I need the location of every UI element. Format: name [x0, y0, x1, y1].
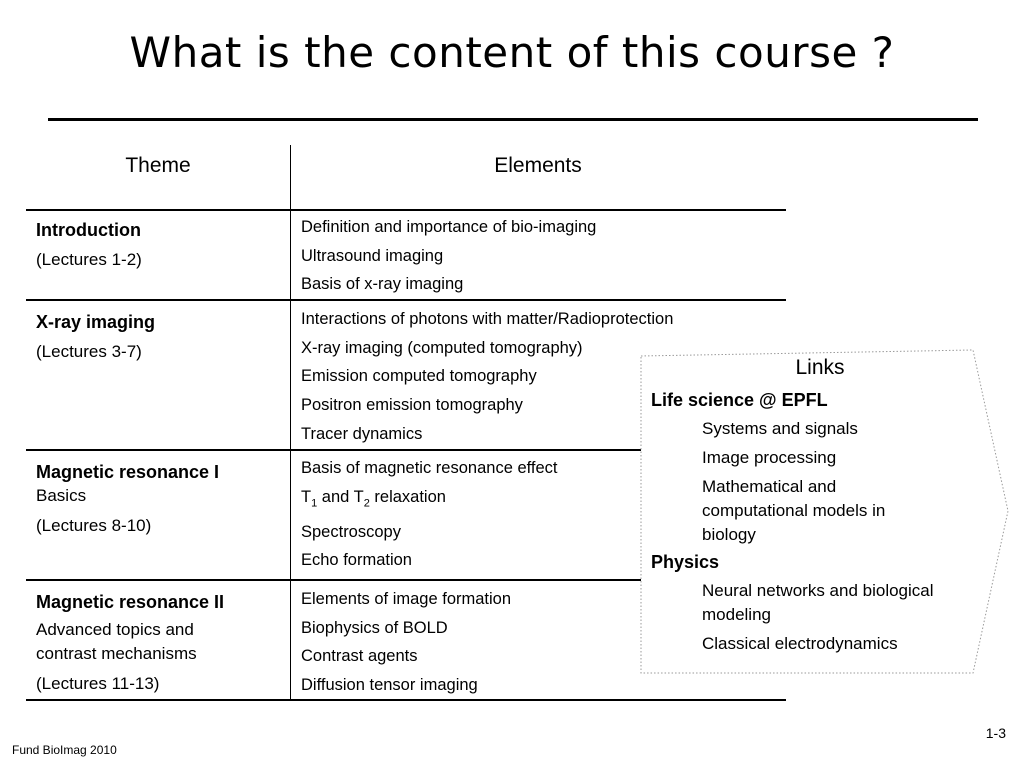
element-item: Emission computed tomography: [301, 367, 537, 386]
column-header-elements: Elements: [494, 154, 582, 177]
element-item: Tracer dynamics: [301, 424, 423, 443]
slide-title: What is the content of this course ?: [129, 28, 895, 77]
links-item: Systems and signals: [702, 419, 858, 438]
relaxation-t1-letter: T: [301, 487, 312, 506]
theme-lectures: (Lectures 8-10): [36, 516, 152, 535]
theme-lectures: (Lectures 1-2): [36, 250, 142, 269]
column-header-theme: Theme: [125, 154, 191, 177]
element-item: Elements of image formation: [301, 590, 512, 608]
relaxation-t2-subscript: 2: [363, 497, 370, 509]
links-item: Neural networks and biological modeling: [702, 581, 934, 624]
links-title: Links: [795, 356, 845, 379]
theme-lectures: (Lectures 11-13): [36, 674, 160, 693]
theme-subtitle: Basics: [36, 486, 87, 505]
element-item: Basis of x-ray imaging: [301, 275, 464, 294]
element-item: Definition and importance of bio-imaging: [301, 218, 597, 236]
theme-subtitle: contrast mechanisms: [36, 644, 197, 663]
links-item: Image processing: [702, 448, 837, 467]
links-item: Classical electrodynamics: [702, 634, 898, 653]
element-item: Echo formation: [301, 551, 412, 570]
element-item: Basis of magnetic resonance effect: [301, 459, 558, 477]
element-item: Interactions of photons with matter/Radioprotection: [301, 310, 674, 328]
footer-course-label: Fund BioImag 2010: [12, 743, 117, 757]
theme-name: X-ray imaging: [36, 312, 156, 332]
links-item: Mathematical and computational models in biology: [702, 477, 886, 544]
theme-subtitle: Advanced topics and: [36, 620, 194, 639]
links-section-physics: Physics: [651, 552, 720, 572]
links-section-life-science: Life science @ EPFL: [651, 390, 828, 410]
relaxation-t1-subscript: 1: [311, 497, 318, 509]
element-item: Contrast agents: [301, 647, 418, 666]
theme-name: Magnetic resonance I: [36, 462, 220, 482]
links-panel: [651, 356, 981, 661]
element-item: Positron emission tomography: [301, 396, 523, 415]
element-item: Spectroscopy: [301, 522, 401, 541]
element-item: Biophysics of BOLD: [301, 618, 448, 637]
relaxation-rest: relaxation: [369, 487, 446, 506]
element-item: X-ray imaging (computed tomography): [301, 338, 583, 357]
page-number: 1-3: [985, 725, 1006, 741]
relaxation-and-t2: and T: [317, 487, 364, 506]
theme-lectures: (Lectures 3-7): [36, 342, 142, 361]
element-item: Diffusion tensor imaging: [301, 676, 478, 695]
theme-name: Introduction: [36, 220, 141, 240]
theme-name: Magnetic resonance II: [36, 592, 225, 612]
element-item: Ultrasound imaging: [301, 246, 444, 265]
